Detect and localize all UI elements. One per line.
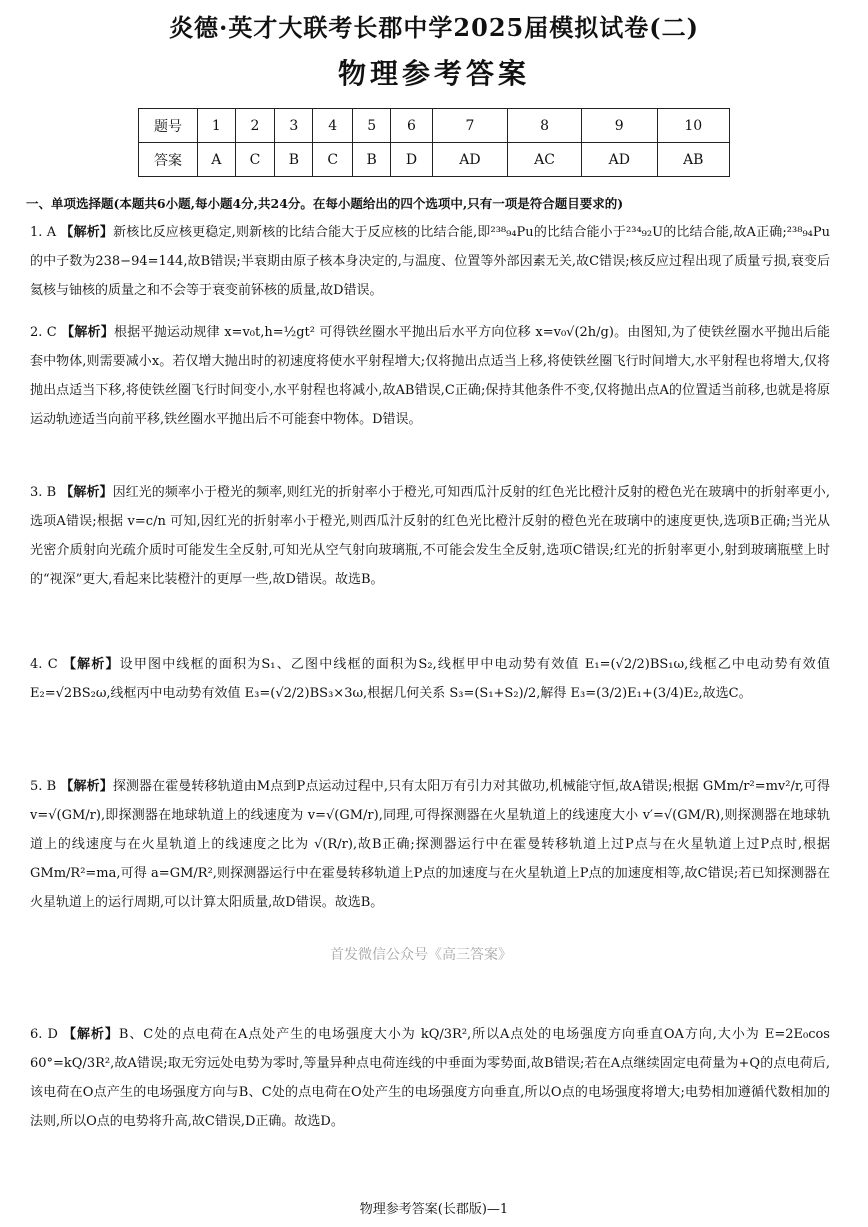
solution-item-6	[30, 1020, 830, 1136]
item-number: 3. B	[30, 485, 57, 500]
item-number: 2. C	[30, 325, 57, 340]
item-number: 5. B	[30, 779, 57, 794]
page-footer: 物理参考答案(长郡版)—1	[359, 1202, 509, 1217]
answer-cell: C	[235, 143, 275, 177]
question-number: 2	[235, 109, 275, 143]
answer-table-row-numbers	[139, 109, 730, 143]
analysis-tag: 【解析】	[60, 485, 113, 500]
question-number: 1	[198, 109, 236, 143]
answer-cell: AD	[581, 143, 657, 177]
analysis-tag: 【解析】	[61, 325, 115, 340]
item-text: 设甲图中线框的面积为S₁、乙图中线框的面积为S₂,线框甲中电动势有效值 E₁=(√2/2)BS₁ω,线框乙中电动势有效值 E₂=√2BS₂ω,线框丙中电动势有效值 E₃=(√2/2)BS₃×3ω,根据几何关系 S₃=(S₁+S₂)/2,解得 E₃=(3/2)E₁+(3/4)E₂,故选C。	[30, 657, 830, 701]
question-number: 9	[581, 109, 657, 143]
analysis-tag: 【解析】	[62, 657, 120, 672]
question-number: 4	[313, 109, 353, 143]
answer-table-row-answers	[139, 143, 730, 177]
answer-cell: C	[313, 143, 353, 177]
analysis-tag: 【解析】	[60, 779, 113, 794]
solution-item-1	[30, 218, 830, 305]
solution-item-3	[30, 478, 830, 594]
item-number: 6. D	[30, 1027, 58, 1042]
answer-cell: AC	[508, 143, 582, 177]
section-heading: 一、单项选择题(本题共6小题,每小题4分,共24分。在每小题给出的四个选项中,只有一项是符合题目要求的)	[26, 196, 624, 211]
question-number: 3	[275, 109, 313, 143]
answer-table	[138, 108, 730, 177]
row-label: 答案	[139, 143, 198, 177]
question-number: 10	[657, 109, 729, 143]
item-number: 1. A	[30, 225, 57, 240]
item-number: 4. C	[30, 657, 58, 672]
answer-cell: B	[353, 143, 391, 177]
question-number: 8	[508, 109, 582, 143]
question-number: 7	[432, 109, 508, 143]
item-text: 新核比反应核更稳定,则新核的比结合能大于反应核的比结合能,即²³⁸₉₄Pu的比结合能小于²³⁴₉₂U的比结合能,故A正确;²³⁸₉₄Pu的中子数为238−94=144,故B错误;半衰期由原子核本身决定的,与温度、位置等外部因素无关,故C错误;核反应过程出现了质量亏损,衰变后氦核与铀核的质量之和不会等于衰变前钚核的质量,故D错误。	[30, 225, 830, 298]
watermark-text: 首发微信公众号《高三答案》	[330, 947, 512, 963]
solution-item-4	[30, 650, 830, 708]
answer-cell: AB	[657, 143, 729, 177]
row-label: 题号	[139, 109, 198, 143]
item-text: B、C处的点电荷在A点处产生的电场强度大小为 kQ/3R²,所以A点处的电场强度方向垂直OA方向,大小为 E=2E₀cos 60°=kQ/3R²,故A错误;取无穷远处电势为零时,等量异种点电荷连线的中垂面为零势面,故B错误;若在A点继续固定电荷量为+Q的点电荷后,该电荷在O点产生的电场强度方向与B、C处的点电荷在O处产生的电场强度方向垂直,所以O点的电场强度将增大;电势相加遵循代数相加的法则,所以O点的电势将升高,故C错误,D正确。故选D。	[30, 1027, 830, 1129]
analysis-tag: 【解析】	[63, 1027, 119, 1042]
question-number: 5	[353, 109, 391, 143]
answer-cell: AD	[432, 143, 508, 177]
page-subtitle: 物理参考答案	[337, 57, 530, 90]
item-text: 根据平抛运动规律 x=v₀t,h=½gt² 可得铁丝圈水平抛出后水平方向位移 x=v₀√(2h/g)。由图知,为了使铁丝圈水平抛出后能套中物体,则需要减小x。若仅增大抛出时的初速度将使水平射程增大;仅将抛出点适当上移,将使铁丝圈飞行时间增大,水平射程也将增大,仅将抛出点适当下移,将使铁丝圈飞行时间变小,水平射程也将减小,故AB错误,C正确;保持其他条件不变,仅将抛出点A的位置适当前移,也就是将原运动轨迹适当向前平移,铁丝圈水平抛出后不可能套中物体。D错误。	[30, 325, 830, 427]
solution-item-2	[30, 318, 830, 434]
page-title: 炎德·英才大联考长郡中学2025届模拟试卷(二)	[169, 13, 699, 42]
item-text: 探测器在霍曼转移轨道由M点到P点运动过程中,只有太阳万有引力对其做功,机械能守恒,故A错误;根据 GMm/r²=mv²/r,可得 v=√(GM/r),即探测器在地球轨道上的线速度为 v=√(GM/r),同理,可得探测器在火星轨道上的线速度大小 v′=√(GM/R),则探测器在地球轨道上的线速度与在火星轨道上的线速度之比为 √(R/r),故B正确;探测器运行中在霍曼转移轨道上过P点与在火星轨道上过P点时,根据 GMm/R²=ma,可得 a=GM/R²,则探测器运行中在霍曼转移轨道上P点的加速度与在火星轨道上P点的加速度相等,故C错误;若已知探测器在火星轨道上的运行周期,可以计算太阳质量,故D错误。故选B。	[30, 779, 830, 910]
question-number: 6	[391, 109, 432, 143]
answer-cell: D	[391, 143, 432, 177]
item-text: 因红光的频率小于橙光的频率,则红光的折射率小于橙光,可知西瓜汁反射的红色光比橙汁反射的橙色光在玻璃中的折射率更小,选项A错误;根据 v=c/n 可知,因红光的折射率小于橙光,则西瓜汁反射的红色光比橙汁反射的橙色光在玻璃中的速度更快,选项B正确;当光从光密介质射向光疏介质时可能发生全反射,可知光从空气射向玻璃瓶,不可能会发生全反射,选项C错误;红光的折射率更小,射到玻璃瓶壁上时的“视深”更大,看起来比装橙汁的更厚一些,故D错误。故选B。	[30, 485, 830, 587]
answer-cell: B	[275, 143, 313, 177]
solution-item-5	[30, 772, 830, 917]
analysis-tag: 【解析】	[60, 225, 114, 240]
answer-cell: A	[198, 143, 236, 177]
